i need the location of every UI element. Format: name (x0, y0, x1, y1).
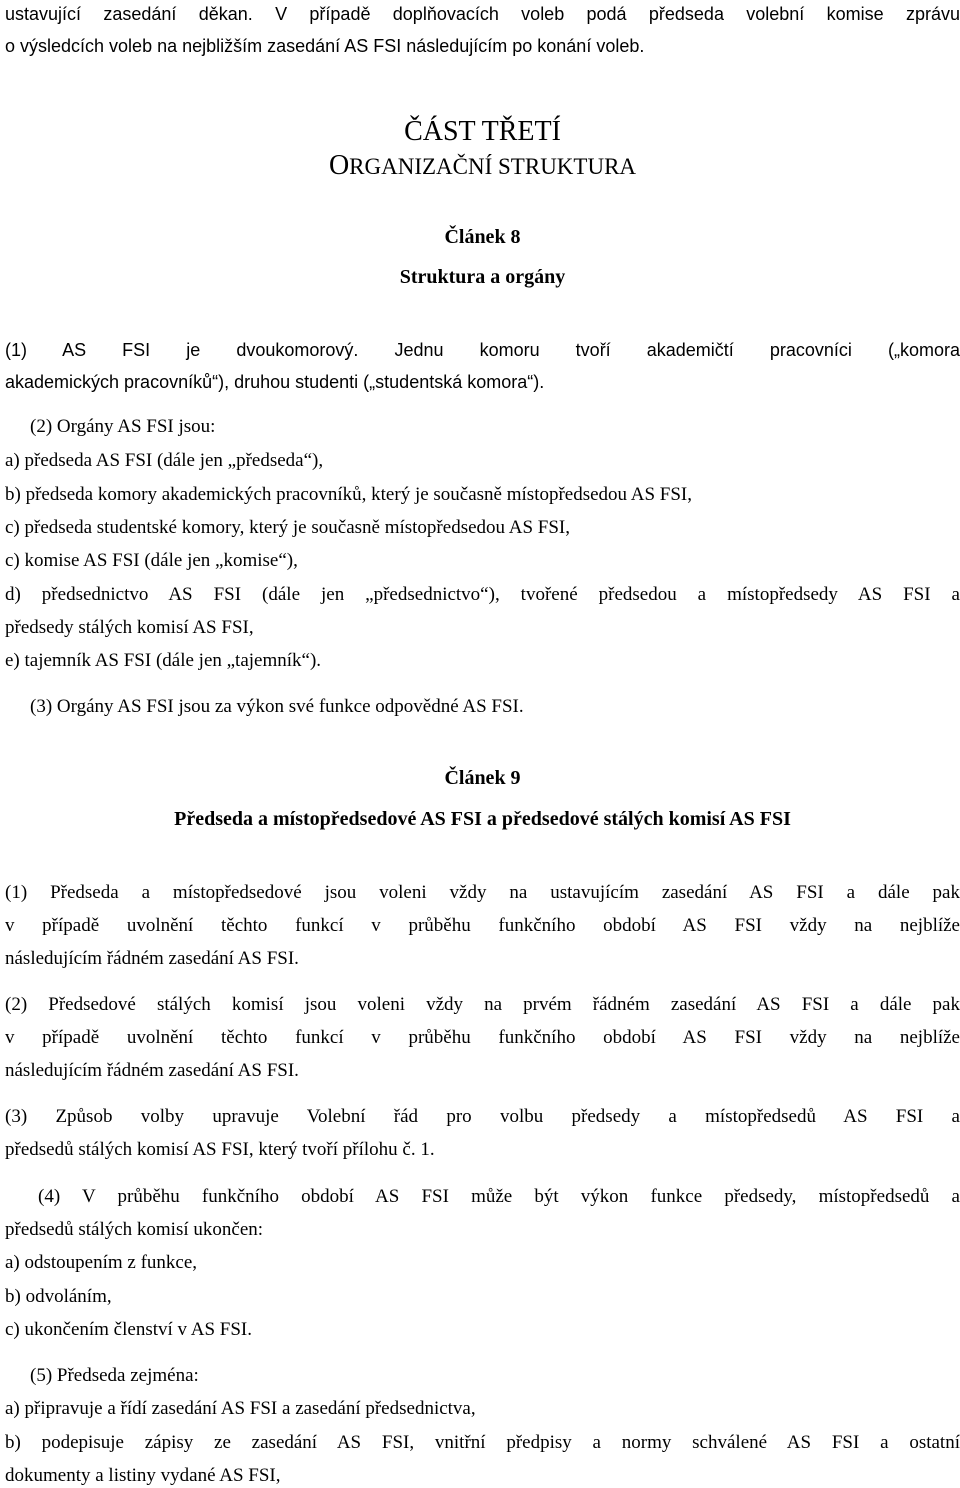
article-9-p5-item-b-line-2: dokumenty a listiny vydané AS FSI, (5, 1465, 281, 1486)
article-9-p1-line-2: v případě uvolnění těchto funkcí v průběhu funkčního období AS FSI vždy na nejblíže (5, 915, 960, 936)
article-9-p2-line-2: v případě uvolnění těchto funkcí v průběhu funkčního období AS FSI vždy na nejblíže (5, 1027, 960, 1048)
article-9-p5-intro: (5) Předseda zejména: (30, 1365, 199, 1386)
article-9-p3-line-2: předsedů stálých komisí AS FSI, který tvoří přílohu č. 1. (5, 1139, 435, 1160)
article-9-heading: Článek 9 (444, 767, 521, 789)
article-8-p2-item-e: e) tajemník AS FSI (dále jen „tajemník“). (5, 650, 322, 671)
article-9-p4-item-a: a) odstoupením z funkce, (5, 1252, 198, 1273)
article-8-p3: (3) Orgány AS FSI jsou za výkon své funkce odpovědné AS FSI. (30, 696, 524, 717)
article-8-title: Struktura a orgány (399, 266, 566, 288)
article-8-p2-item-c1: c) předseda studentské komory, který je současně místopředsedou AS FSI, (5, 517, 570, 538)
article-9-p4-line-2: předsedů stálých komisí ukončen: (5, 1219, 264, 1240)
article-9-p5-item-a: a) připravuje a řídí zasedání AS FSI a zasedání předsednictva, (5, 1398, 476, 1419)
part-subtitle-initial: O (328, 150, 350, 181)
part-title: ČÁST TŘETÍ (404, 116, 561, 147)
article-9-p5-item-b-line-1: b) podepisuje zápisy ze zasedání AS FSI, vnitřní předpisy a normy schválené AS FSI a ostatní (5, 1432, 960, 1453)
article-8-p2-item-d-line-2: předsedy stálých komisí AS FSI, (5, 617, 254, 638)
article-9-title: Předseda a místopředsedové AS FSI a předsedové stálých komisí AS FSI (174, 808, 791, 830)
article-9-p1-line-1: (1) Předseda a místopředsedové jsou voleni vždy na ustavujícím zasedání AS FSI a dále pak (5, 882, 960, 903)
article-9-p1-line-3: následujícím řádném zasedání AS FSI. (5, 948, 299, 969)
article-8-p2-item-b: b) předseda komory akademických pracovníků, který je současně místopředsedou AS FSI, (5, 484, 693, 505)
intro-line-1: ustavující zasedání děkan. V případě doplňovacích voleb podá předseda volební komise zprávu (5, 4, 960, 24)
article-8-p2-intro: (2) Orgány AS FSI jsou: (30, 416, 216, 437)
part-subtitle (5, 152, 960, 181)
article-8-heading: Článek 8 (444, 226, 521, 248)
intro-line-2: o výsledcích voleb na nejbližším zasedání AS FSI následujícím po konání voleb. (5, 36, 645, 56)
part-subtitle-rest: RGANIZAČNÍ STRUKTURA (349, 154, 637, 179)
article-9-p4-item-b: b) odvoláním, (5, 1286, 112, 1307)
article-8-p1-line-2: akademických pracovníků“), druhou studenti („studentská komora“). (5, 372, 545, 392)
article-8-p2-item-d-line-1: d) předsednictvo AS FSI (dále jen „předsednictvo“), tvořené předsedou a místopředsedy AS FSI a (5, 584, 960, 605)
article-9-p2-line-1: (2) Předsedové stálých komisí jsou voleni vždy na prvém řádném zasedání AS FSI a dále pak (5, 994, 960, 1015)
article-9-p2-line-3: následujícím řádném zasedání AS FSI. (5, 1060, 299, 1081)
article-9-p3-line-1: (3) Způsob volby upravuje Volební řád pro volbu předsedy a místopředsedů AS FSI a (5, 1106, 960, 1127)
article-8-p2-item-a: a) předseda AS FSI (dále jen „předseda“), (5, 450, 324, 471)
article-9-p4-line-1: (4) V průběhu funkčního období AS FSI může být výkon funkce předsedy, místopředsedů a (38, 1186, 960, 1207)
article-8-p2-item-c2: c) komise AS FSI (dále jen „komise“), (5, 550, 298, 571)
article-9-p4-item-c: c) ukončením členství v AS FSI. (5, 1319, 252, 1340)
article-8-p1-line-1: (1) AS FSI je dvoukomorový. Jednu komoru tvoří akademičtí pracovníci („komora (5, 340, 960, 360)
